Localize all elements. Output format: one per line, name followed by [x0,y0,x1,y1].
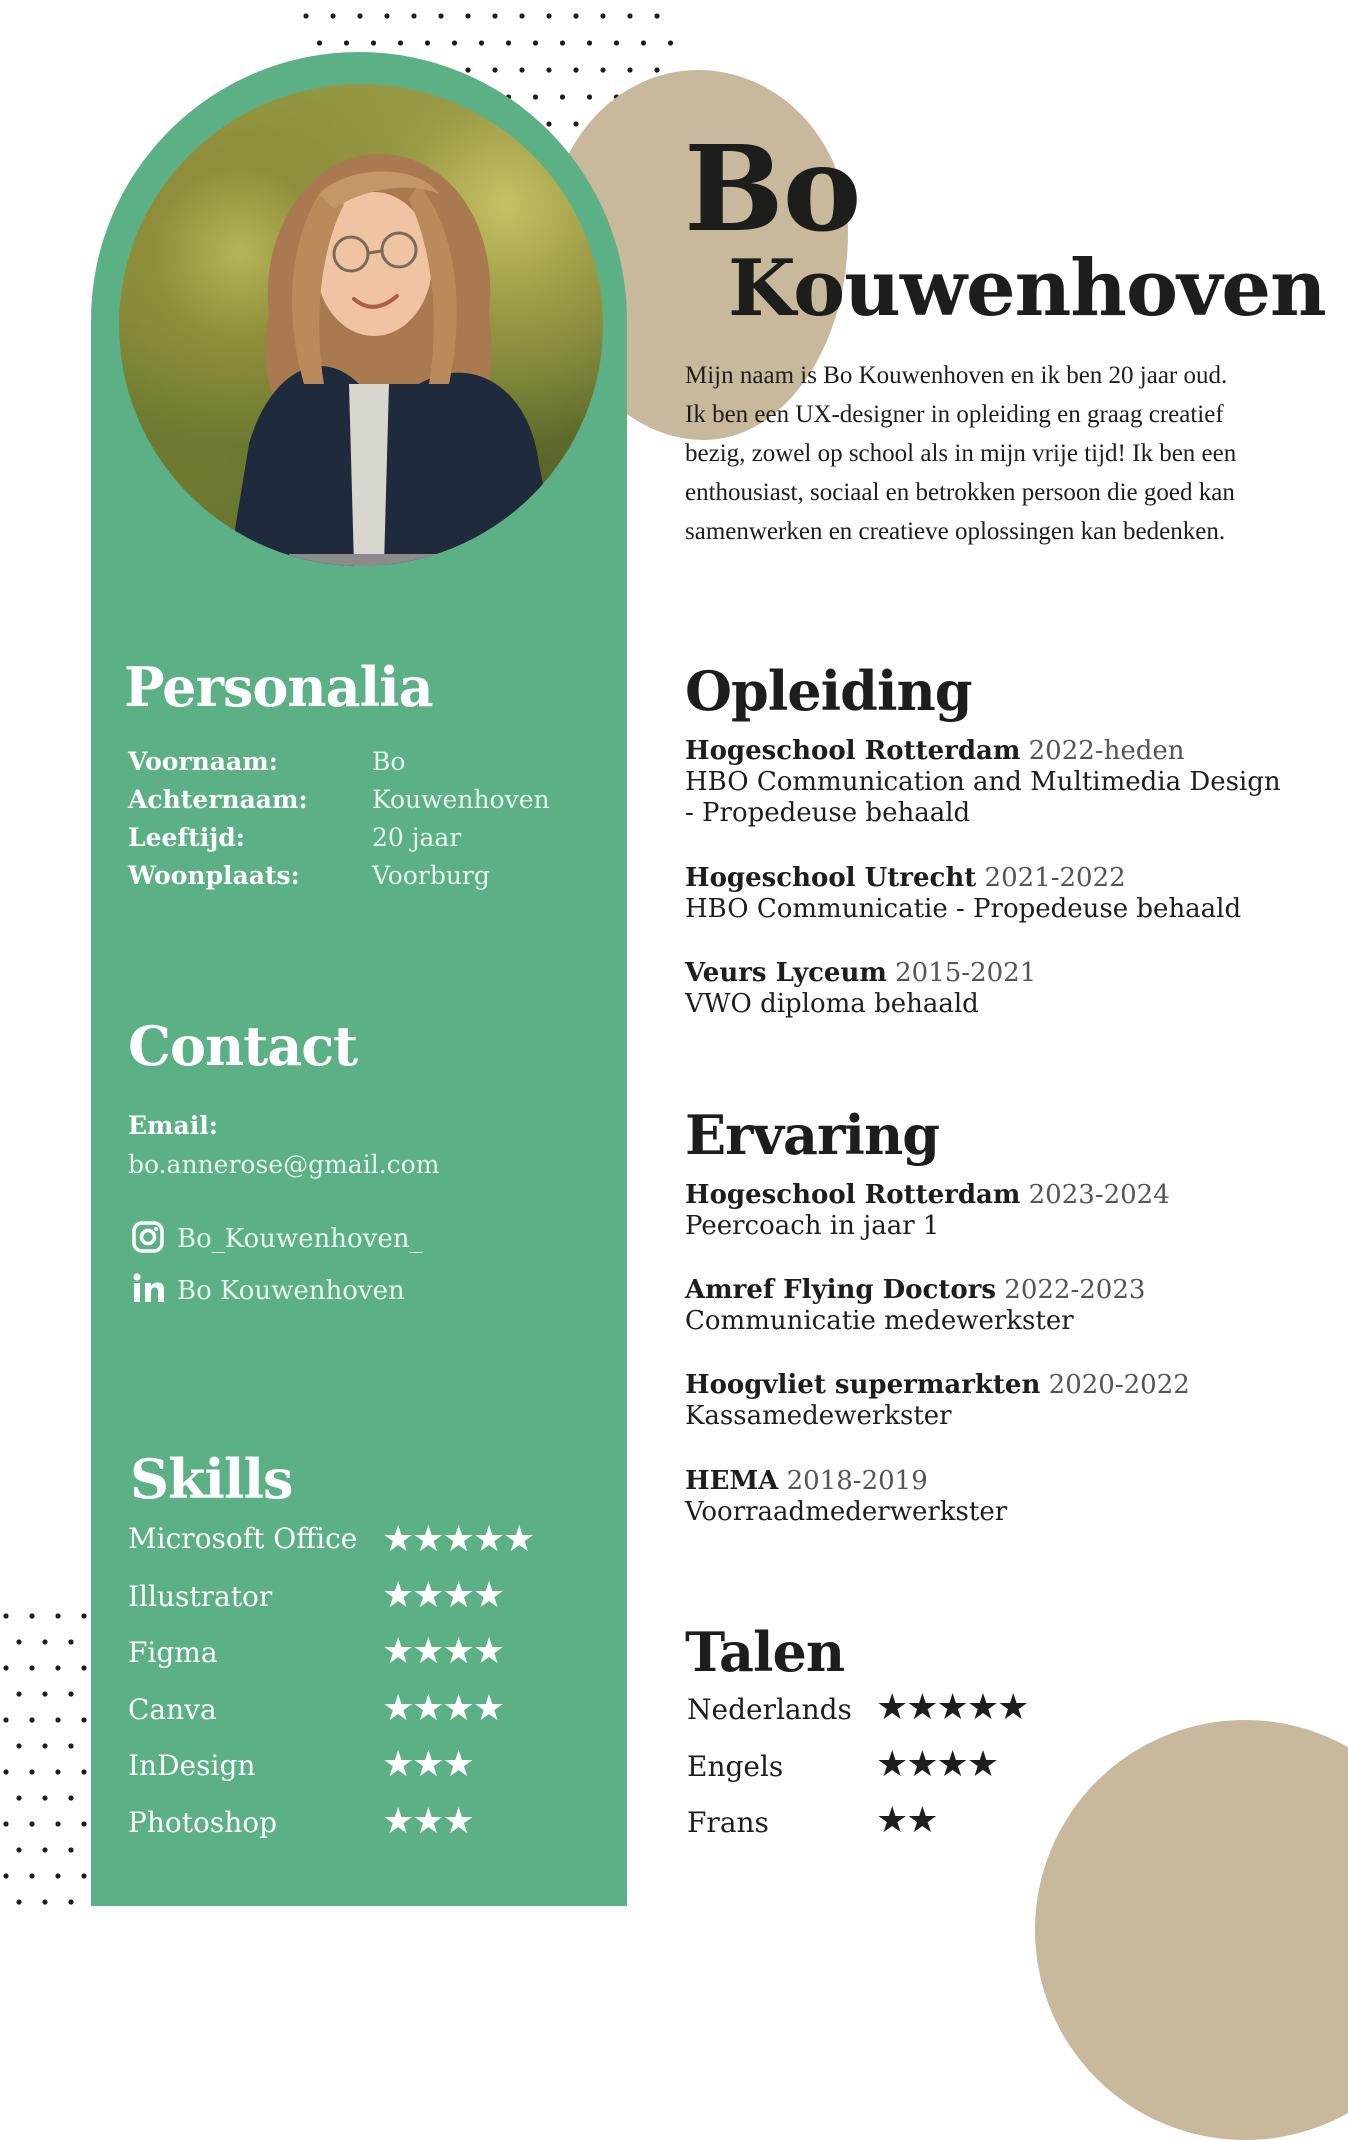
education-org: Hogeschool Rotterdam [685,736,1021,766]
experience-item [685,1180,1325,1242]
experience-period: 2023-2024 [1028,1180,1170,1210]
email-address[interactable]: bo.annerose@gmail.com [128,1150,440,1179]
personalia-value: Bo [372,747,406,776]
education-item [685,736,1325,829]
education-desc: VWO diploma behaald [685,989,979,1019]
skill-name: Figma [128,1636,218,1669]
skill-stars: ★★★★ [382,1575,504,1616]
language-stars: ★★ [876,1800,937,1841]
skill-name: InDesign [128,1749,256,1782]
education-org: Veurs Lyceum [685,958,887,988]
education-item [685,958,1325,1020]
experience-period: 2018-2019 [786,1466,928,1496]
education-period: 2015-2021 [895,958,1037,988]
profile-photo [119,84,603,566]
intro-line: Mijn naam is Bo Kouwenhoven en ik ben 20 jaar oud. [685,362,1228,389]
experience-item [685,1275,1325,1337]
experience-item [685,1370,1325,1432]
contact-heading: Contact [128,1014,358,1078]
experience-item [685,1466,1325,1528]
experience-desc: Voorraadmederwerkster [685,1497,1008,1527]
first-name: Bo [684,119,861,258]
skill-stars: ★★★★ [382,1688,504,1729]
intro-text [685,356,1305,551]
skill-stars: ★★★ [382,1744,473,1785]
experience-desc: Peercoach in jaar 1 [685,1211,940,1241]
ervaring-heading: Ervaring [685,1103,939,1167]
skill-stars: ★★★★ [382,1631,504,1672]
experience-period: 2020-2022 [1048,1370,1190,1400]
experience-org: HEMA [685,1466,779,1496]
intro-line: Ik ben een UX-designer in opleiding en graag creatief [685,401,1224,428]
language-stars: ★★★★★ [876,1687,1028,1728]
language-stars: ★★★★ [876,1744,998,1785]
talen-heading: Talen [685,1620,845,1684]
portrait-illustration [119,84,603,566]
beige-blob-bottom-right [1035,1720,1348,2140]
instagram-icon [131,1220,165,1254]
personalia-value: 20 jaar [372,823,462,852]
intro-line: enthousiast, sociaal en betrokken persoon die goed kan [685,479,1235,506]
personalia-label: Woonplaats: [128,861,300,890]
personalia-heading: Personalia [124,655,433,719]
skill-name: Microsoft Office [128,1522,358,1555]
skill-stars: ★★★ [382,1801,473,1842]
personalia-value: Voorburg [372,861,490,890]
skill-name: Illustrator [128,1580,273,1613]
email-label: Email: [128,1111,218,1140]
skill-name: Photoshop [128,1806,278,1839]
last-name: Kouwenhoven [728,243,1326,334]
skill-stars: ★★★★★ [382,1519,534,1560]
linkedin-name[interactable]: Bo Kouwenhoven [177,1276,405,1306]
education-desc: HBO Communicatie - Propedeuse behaald [685,894,1242,924]
skills-heading: Skills [130,1447,293,1511]
language-name: Nederlands [687,1693,852,1726]
personalia-label: Achternaam: [128,785,308,814]
personalia-value: Kouwenhoven [372,785,550,814]
experience-org: Amref Flying Doctors [685,1275,997,1305]
opleiding-heading: Opleiding [685,659,972,723]
language-name: Engels [687,1750,784,1783]
experience-org: Hogeschool Rotterdam [685,1180,1021,1210]
education-period: 2022-heden [1028,736,1185,766]
education-desc: HBO Communication and Multimedia Design [685,767,1281,797]
intro-line: samenwerken en creatieve oplossingen kan bedenken. [685,518,1226,545]
experience-org: Hoogvliet supermarkten [685,1370,1041,1400]
education-org: Hogeschool Utrecht [685,863,977,893]
language-name: Frans [687,1806,769,1839]
education-desc: - Propedeuse behaald [685,798,971,828]
intro-line: bezig, zowel op school als in mijn vrije tijd! Ik ben een [685,440,1237,467]
education-period: 2021-2022 [984,863,1126,893]
experience-period: 2022-2023 [1004,1275,1146,1305]
skill-name: Canva [128,1693,217,1726]
personalia-label: Leeftijd: [128,823,245,852]
education-item [685,863,1325,925]
instagram-handle[interactable]: Bo_Kouwenhoven_ [177,1224,423,1254]
personalia-label: Voornaam: [128,747,278,776]
experience-desc: Kassamedewerkster [685,1401,952,1431]
experience-desc: Communicatie medewerkster [685,1306,1074,1336]
linkedin-icon [132,1272,166,1304]
